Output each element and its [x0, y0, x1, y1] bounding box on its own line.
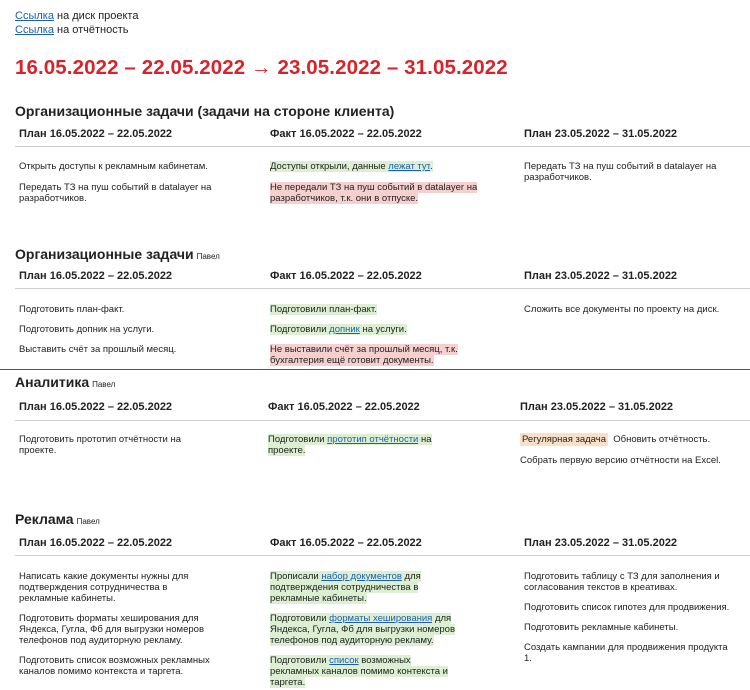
fact-link[interactable]: список — [329, 655, 359, 666]
plan-column — [19, 161, 244, 204]
section-title-text: Реклама — [15, 511, 74, 527]
fact-item — [270, 344, 475, 366]
next-plan-item: Подготовить таблицу с ТЗ для заполнения и согласования текстов в креативах. — [524, 571, 720, 593]
disk-link[interactable]: Ссылка — [15, 10, 54, 22]
next-plan-item: Передать ТЗ на пуш событий в datalayer на разработчиков. — [524, 161, 717, 183]
fact-item — [270, 182, 485, 204]
disk-link-text: на диск проекта — [53, 10, 139, 22]
section-title-text: Организационные задачи (задачи на стороне клиента) — [15, 103, 395, 119]
plan-item: Написать какие документы нужны для подтверждения сотрудничества в рекламные кабинеты. — [19, 571, 189, 604]
fact-text: Прописали — [270, 571, 322, 582]
report-link-row — [15, 23, 138, 37]
fact-link[interactable]: лежат тут — [388, 161, 430, 172]
links-block — [15, 9, 138, 37]
next-plan-item — [520, 434, 745, 445]
fact-item — [270, 613, 460, 646]
fact-header: Факт 16.05.2022 – 22.05.2022 — [268, 401, 420, 413]
plan-item: Подготовить допник на услуги. — [19, 324, 155, 335]
fact-link[interactable]: прототип отчётности — [327, 434, 419, 445]
report-link[interactable]: Ссылка — [15, 24, 54, 36]
next-plan-column — [524, 161, 739, 183]
section-title — [15, 103, 394, 119]
plan-item: Подготовить план-факт. — [19, 304, 125, 315]
fact-column — [268, 434, 453, 456]
fact-link[interactable]: набор документов — [321, 571, 402, 582]
fact-text: на услуги. — [359, 324, 407, 335]
next-plan-header: План 23.05.2022 – 31.05.2022 — [520, 401, 674, 413]
plan-header: План 16.05.2022 – 22.05.2022 — [19, 128, 173, 140]
fact-item — [270, 571, 460, 604]
fact-item — [270, 655, 460, 688]
fact-item — [270, 304, 475, 315]
fact-column — [270, 571, 460, 688]
header-divider — [15, 420, 750, 421]
section-title-text: Аналитика — [15, 374, 90, 390]
section-title-text: Организационные задачи — [15, 246, 194, 262]
section-title — [15, 511, 100, 527]
next-plan-item: Подготовить список гипотез для продвижения. — [524, 602, 730, 613]
fact-text: для Яндекса, Гугла, Фб для выгрузки номеров телефонов под аудиторную рекламу. — [270, 613, 455, 646]
fact-item — [268, 434, 453, 456]
fact-text: Подготовили — [270, 324, 330, 335]
next-plan-column — [524, 304, 739, 315]
fact-text: Доступы открыли, данные — [270, 161, 389, 172]
plan-item: Открыть доступы к рекламным кабинетам. — [19, 161, 208, 172]
plan-column — [19, 434, 199, 456]
fact-header: Факт 16.05.2022 – 22.05.2022 — [270, 270, 422, 282]
next-plan-column — [520, 434, 745, 466]
next-plan-item: Подготовить рекламные кабинеты. — [524, 622, 679, 633]
plan-item: Подготовить прототип отчётности на проекте. — [19, 434, 181, 456]
report-link-text: на отчётность — [53, 24, 129, 36]
fact-header: Факт 16.05.2022 – 22.05.2022 — [270, 537, 422, 549]
fact-text: Подготовили — [268, 434, 328, 445]
plan-column — [19, 304, 244, 355]
fact-text: . — [429, 161, 433, 172]
plan-column — [19, 571, 219, 677]
fact-text: Не выставили счёт за прошлый месяц, т.к. бухгалтерия ещё готовит документы. — [270, 344, 458, 366]
disk-link-row — [15, 9, 138, 23]
plan-item: Выставить счёт за прошлый месяц. — [19, 344, 177, 355]
fact-text: на проекте. — [268, 434, 432, 456]
regular-task-badge: Регулярная задача — [522, 434, 606, 445]
fact-header: Факт 16.05.2022 – 22.05.2022 — [270, 128, 422, 140]
section-owner: Павел — [196, 252, 220, 261]
fact-column — [270, 304, 475, 366]
plan-item: Передать ТЗ на пуш событий в datalayer на разработчиков. — [19, 182, 212, 204]
fact-item — [270, 324, 475, 335]
next-plan-text: Обновить отчётность. — [613, 434, 711, 445]
plan-header: План 16.05.2022 – 22.05.2022 — [19, 537, 173, 549]
next-plan-item: Создать кампании для продвижения продукта 1. — [524, 642, 728, 664]
plan-item: Подготовить список возможных рекламных каналов помимо контекста и таргета. — [19, 655, 210, 677]
period-title: 16.05.2022 – 22.05.2022 → 23.05.2022 – 31.05.2022 — [15, 56, 508, 79]
header-divider — [15, 555, 750, 556]
section-divider — [0, 369, 750, 370]
header-divider — [15, 288, 750, 289]
next-plan-column — [524, 571, 734, 664]
section-title — [15, 246, 220, 262]
plan-item: Подготовить форматы хеширования для Яндекса, Гугла, Фб для выгрузки номеров телефонов под аудиторную рекламу. — [19, 613, 204, 646]
next-plan-item: Сложить все документы по проекту на диск. — [524, 304, 720, 315]
fact-column — [270, 161, 485, 204]
fact-text: Не передали ТЗ на пуш событий в datalayer на разработчиков, т.к. они в отпуске. — [270, 182, 478, 204]
fact-text: возможных рекламных каналов помимо контекста и таргета. — [270, 655, 448, 688]
fact-text: Подготовили — [270, 613, 330, 624]
section-owner: Павел — [76, 517, 100, 526]
next-plan-item: Собрать первую версию отчётности на Excel. — [520, 455, 721, 466]
header-divider — [15, 146, 750, 147]
fact-link[interactable]: форматы хеширования — [329, 613, 433, 624]
next-plan-header: План 23.05.2022 – 31.05.2022 — [524, 128, 678, 140]
next-plan-header: План 23.05.2022 – 31.05.2022 — [524, 270, 678, 282]
plan-header: План 16.05.2022 – 22.05.2022 — [19, 270, 173, 282]
next-plan-header: План 23.05.2022 – 31.05.2022 — [524, 537, 678, 549]
section-title — [15, 374, 115, 390]
fact-text: Подготовили план-факт. — [270, 304, 377, 315]
fact-item — [270, 161, 485, 172]
fact-link[interactable]: допник — [329, 324, 360, 335]
fact-text: для подтверждения сотрудничества в рекламные кабинеты. — [270, 571, 421, 604]
section-owner: Павел — [92, 380, 116, 389]
plan-header: План 16.05.2022 – 22.05.2022 — [19, 401, 173, 413]
fact-text: Подготовили — [270, 655, 330, 666]
